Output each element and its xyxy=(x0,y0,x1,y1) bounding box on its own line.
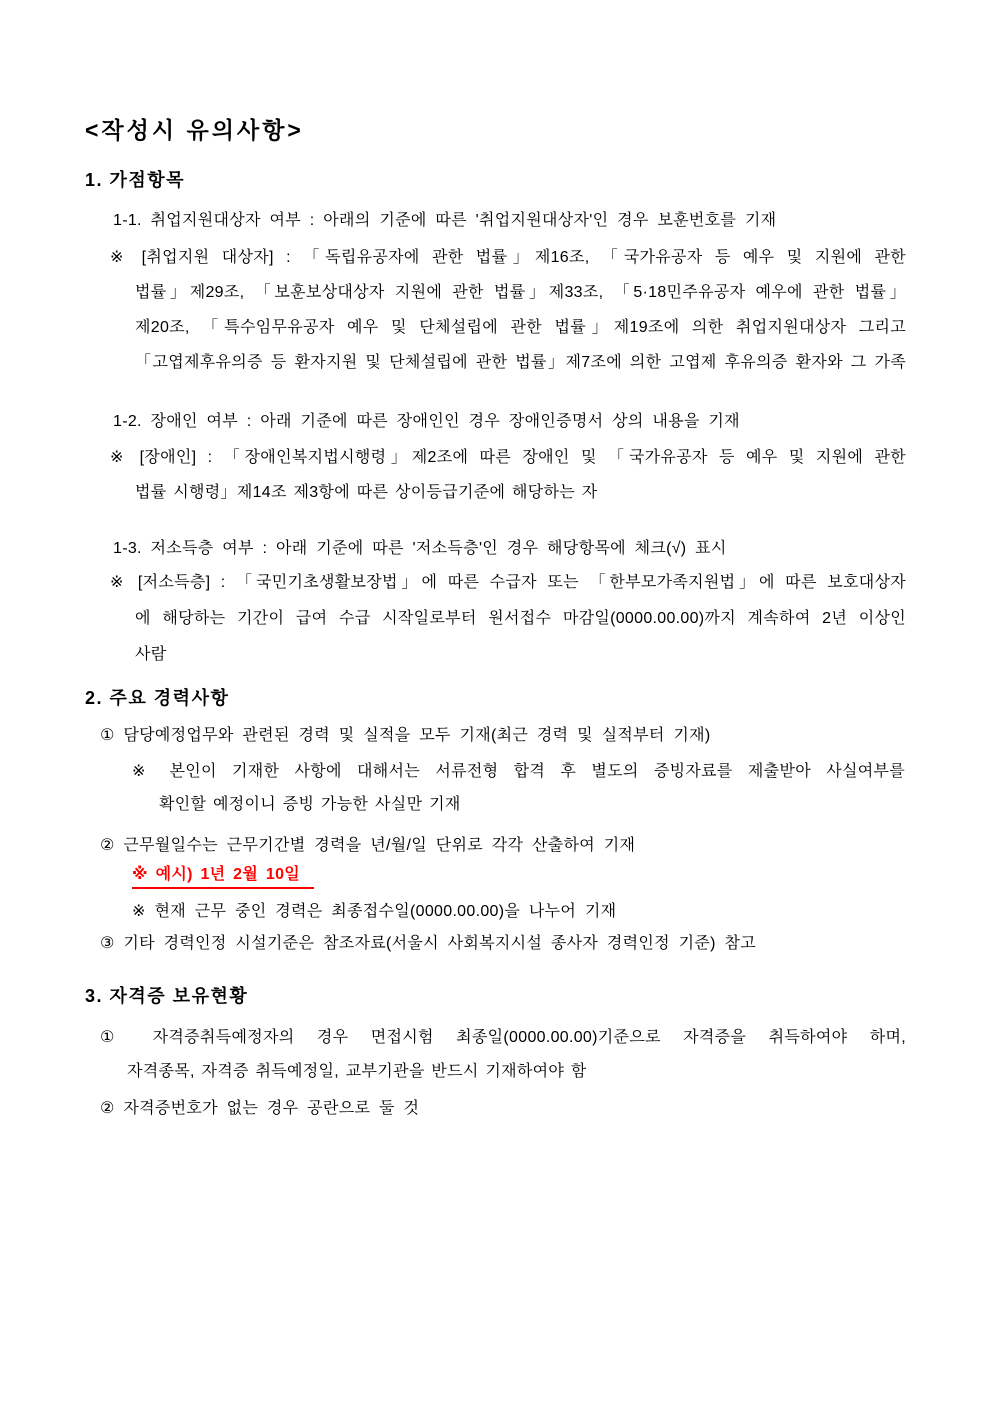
item-1-3: 1-3. 저소득층 여부 : 아래 기준에 따른 '저소득층'인 경우 해당항목에 체크(√) 표시 xyxy=(113,540,727,557)
note-line: ※ 본인이 기재한 사항에 대해서는 서류전형 합격 후 별도의 증빙자료를 제출받아 사실여부를 xyxy=(132,763,905,780)
section-heading-2: 2. 주요 경력사항 xyxy=(85,688,230,708)
note-line: ① 자격증취득예정자의 경우 면접시험 최종일(0000.00.00)기준으로 자격증을 취득하여야 하며, xyxy=(100,1029,906,1046)
section-heading-3: 3. 자격증 보유현황 xyxy=(85,986,249,1006)
note-line: 사람 xyxy=(135,646,167,663)
item-1-1: 1-1. 취업지원대상자 여부 : 아래의 기준에 따른 '취업지원대상자'인 경우 보훈번호를 기재 xyxy=(113,212,777,229)
note-2-1 xyxy=(132,755,905,821)
note-line: 제20조, 「특수임무유공자 예우 및 단체설립에 관한 법률」제19조에 의한 취업지원대상자 그리고 xyxy=(135,319,906,336)
example-text: ※ 예시) 1년 2월 10일 xyxy=(132,861,314,889)
section-heading-1: 1. 가점항목 xyxy=(85,170,186,190)
note-line: 법률」제29조, 「보훈보상대상자 지원에 관한 법률」제33조, 「5·18민주유공자 예우에 관한 법률」 xyxy=(135,284,906,301)
note-1-2 xyxy=(110,440,906,510)
note-1-1 xyxy=(110,240,906,380)
note-current-work: ※ 현재 근무 중인 경력은 최종접수일(0000.00.00)을 나누어 기재 xyxy=(132,903,617,920)
note-line: 법률 시행령」제14조 제3항에 따른 상이등급기준에 해당하는 자 xyxy=(135,484,598,501)
item-3-1 xyxy=(100,1021,906,1089)
note-line: 「고엽제후유의증 등 환자지원 및 단체설립에 관한 법률」제7조에 의한 고엽제 후유의증 환자와 그 가족 xyxy=(135,354,906,371)
note-line: ※ [장애인] : 「장애인복지법시행령」제2조에 따른 장애인 및 「국가유공자 등 예우 및 지원에 관한 xyxy=(110,449,906,466)
example-note-red xyxy=(132,861,314,889)
note-line: 확인할 예정이니 증빙 가능한 사실만 기재 xyxy=(159,796,461,813)
item-3-2: ② 자격증번호가 없는 경우 공란으로 둘 것 xyxy=(100,1100,420,1117)
note-line: 자격종목, 자격증 취득예정일, 교부기관을 반드시 기재하여야 함 xyxy=(127,1063,587,1080)
item-2-1: ① 담당예정업무와 관련된 경력 및 실적을 모두 기재(최근 경력 및 실적부터 기재) xyxy=(100,727,711,744)
item-2-3: ③ 기타 경력인정 시설기준은 참조자료(서울시 사회복지시설 종사자 경력인정 기준) 참고 xyxy=(100,935,757,952)
note-line: ※ [취업지원 대상자] : 「독립유공자에 관한 법률」제16조, 「국가유공자 등 예우 및 지원에 관한 xyxy=(110,249,906,266)
note-line: 에 해당하는 기간이 급여 수급 시작일로부터 원서접수 마감일(0000.00.00)까지 계속하여 2년 이상인 xyxy=(135,610,906,627)
note-line: ※ [저소득층] : 「국민기초생활보장법」에 따른 수급자 또는 「한부모가족지원법」에 따른 보호대상자 xyxy=(110,574,906,591)
note-1-3 xyxy=(110,565,906,673)
document-title: <작성시 유의사항> xyxy=(85,112,304,145)
item-1-2: 1-2. 장애인 여부 : 아래 기준에 따른 장애인인 경우 장애인증명서 상의 내용을 기재 xyxy=(113,413,740,430)
item-2-2: ② 근무월일수는 근무기간별 경력을 년/월/일 단위로 각각 산출하여 기재 xyxy=(100,837,636,854)
